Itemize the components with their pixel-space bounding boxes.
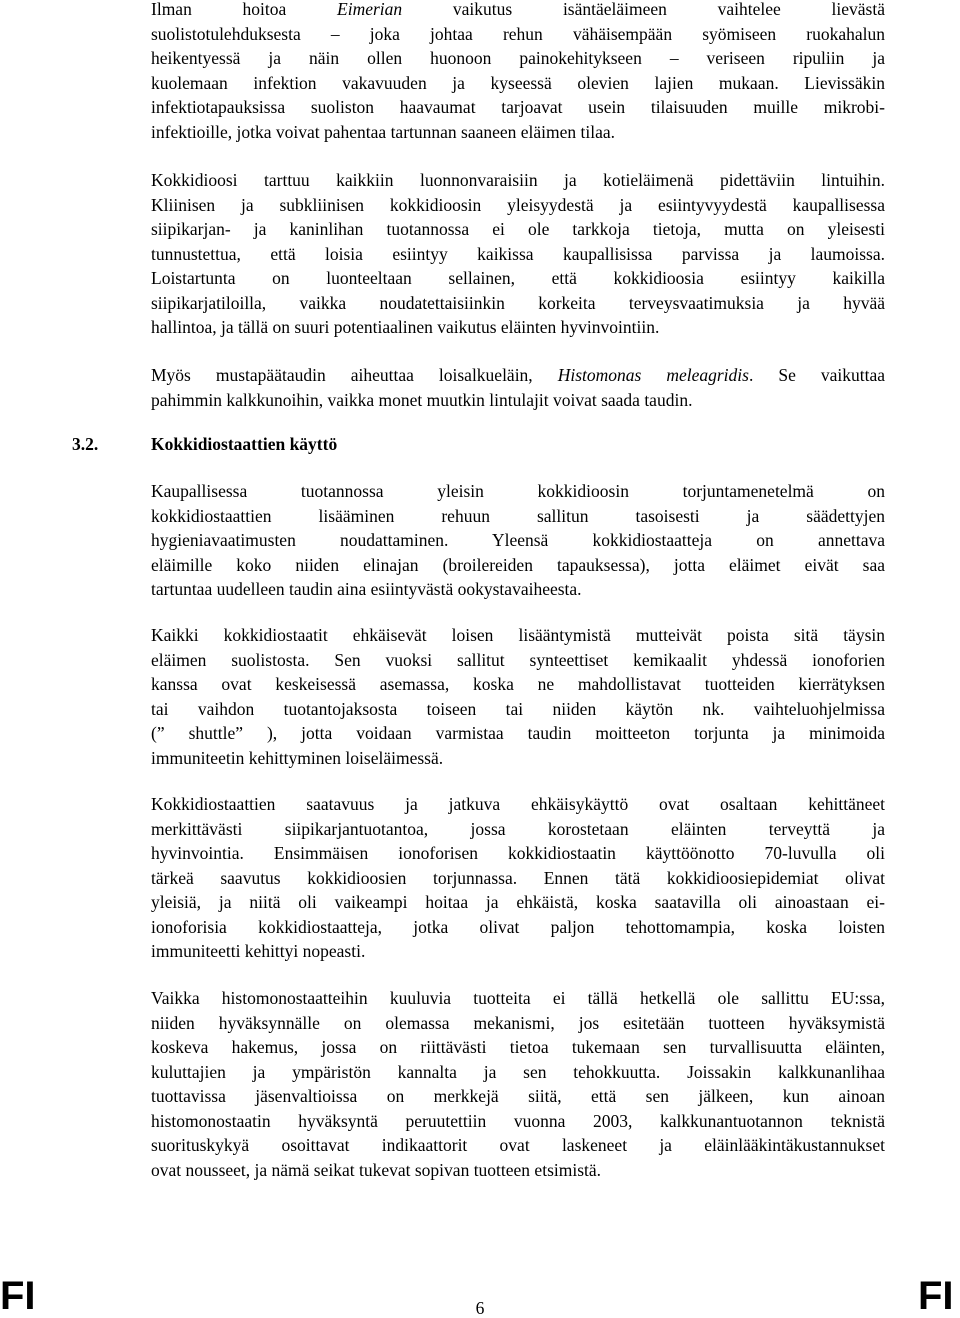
text-line xyxy=(151,648,885,673)
text-line xyxy=(151,1109,885,1134)
text-run: pahimmin kalkkunoihin, vaikka monet muutkin lintulajit voivat saada taudin. xyxy=(151,389,693,410)
text-run: siipikarjan- ja kaninlihan tuotannossa ei ole tarkkoja tietoja, mutta on yleisesti xyxy=(151,219,885,239)
text-run: kanssa ovat keskeisessä asemassa, koska ne mahdollistavat tuotteiden kierrätyksen xyxy=(151,674,885,694)
text-run: eläimille koko niiden elinajan (broilereiden tapauksessa), jotta eläimet eivät saa xyxy=(151,554,885,575)
text-line xyxy=(151,22,885,47)
text-run: Vaikka histomonostaatteihin kuuluvia tuotteita ei tällä hetkellä ole sallittu EU:ssa, xyxy=(151,988,885,1008)
text-line xyxy=(151,1133,885,1158)
footer-language-left: FI xyxy=(0,1274,36,1318)
paragraph-histomonas xyxy=(151,363,885,412)
paragraph-coccidiosis-prevalence xyxy=(151,168,885,340)
text-run: Kaupallisessa tuotannossa yleisin kokkidioosin torjuntamenetelmä on xyxy=(151,481,885,501)
text-run: tuottavissa jäsenvaltioissa on merkkejä siitä, että sen jälkeen, kun ainoan xyxy=(151,1086,885,1106)
text-line xyxy=(151,623,885,648)
text-run: . Se vaikuttaa xyxy=(748,365,886,385)
text-run: tunnustettua, että loisia esiintyy kaikissa kaupallisissa parvissa ja laumoissa. xyxy=(151,243,885,264)
text-line xyxy=(151,553,885,578)
text-line xyxy=(151,841,885,866)
text-line xyxy=(151,986,885,1011)
text-line xyxy=(151,939,885,964)
paragraph-coccidiostat-action xyxy=(151,623,885,770)
text-line xyxy=(151,193,885,218)
text-run: ionoforisia kokkidiostaatteja, jotka olivat paljon tehottomampia, koska loisten xyxy=(151,916,885,937)
text-run: eläimen suolistosta. Sen vuoksi sallitut synteettiset kemikaalit yhdessä ionoforien xyxy=(151,649,885,670)
text-line xyxy=(151,1158,885,1183)
text-line xyxy=(151,915,885,940)
text-run: yleisiä, ja niitä oli vaikeampi hoitaa ja ehkäistä, koska saatavilla oli ainoastaan ei- xyxy=(151,892,885,912)
text-run: niiden hyväksynnälle on olemassa mekanismi, jos esitetään tuotteen hyväksymistä xyxy=(151,1012,885,1033)
text-line xyxy=(151,746,885,771)
text-line xyxy=(151,315,885,340)
text-line xyxy=(151,577,885,602)
paragraph-control-methods xyxy=(151,479,885,602)
text-run: kokkidiostaattien lisääminen rehuun sallitun tasoisesti ja säädettyjen xyxy=(151,505,885,526)
text-run: Loistartunta on luonteeltaan sellainen, että kokkidioosia esiintyy kaikilla xyxy=(151,268,885,288)
text-line xyxy=(151,120,885,145)
text-line xyxy=(151,217,885,242)
text-line xyxy=(151,504,885,529)
text-line xyxy=(151,1035,885,1060)
text-run: immuniteetin kehittyminen loiseläimessä. xyxy=(151,747,444,768)
text-line xyxy=(151,890,885,915)
text-run: hallintoa, ja tällä on suuri potentiaalinen vaikutus eläinten hyvinvointiin. xyxy=(151,317,660,337)
text-run: Myös mustapäätaudin aiheuttaa loisalkueläin, xyxy=(151,365,558,385)
section-number: 3.2. xyxy=(72,434,99,454)
paragraph-histomonostats xyxy=(151,986,885,1182)
text-run: hyvinvointia. Ensimmäisen ionoforisen kokkidiostaatin käyttöönotto 70-luvulla oli xyxy=(151,843,885,863)
text-line xyxy=(151,792,885,817)
text-run: (” shuttle” ), jotta voidaan varmistaa taudin moitteeton torjunta ja minimoida xyxy=(151,723,885,743)
text-run: suorituskykyä osoittavat indikaattorit ovat laskeneet ja eläinlääkintäkustannukset xyxy=(151,1135,885,1155)
text-run: tartuntaa uudelleen taudin aina esiintyvästä ookystavaiheesta. xyxy=(151,579,582,599)
text-line xyxy=(151,266,885,291)
text-line xyxy=(151,528,885,553)
text-line xyxy=(151,363,885,388)
text-line xyxy=(151,388,885,413)
text-run: kuluttajien ja ympäristön kannalta ja sen tehokkuutta. Joissakin kalkkunanlihaa xyxy=(151,1061,885,1082)
text-line xyxy=(151,95,885,120)
text-line xyxy=(151,0,885,22)
text-run: Kokkidiostaattien saatavuus ja jatkuva ehkäisykäyttö ovat osaltaan kehittäneet xyxy=(151,794,885,814)
footer-language-right: FI xyxy=(918,1274,954,1318)
text-line xyxy=(151,71,885,96)
text-run: kuolemaan infektion vakavuuden ja kyseessä olevien lajien mukaan. Lievissäkin xyxy=(151,72,885,93)
text-run: koskeva hakemus, jossa on riittävästi tietoa tukemaan sen turvallisuutta eläinten, xyxy=(151,1037,885,1057)
paragraph-coccidiostat-history xyxy=(151,792,885,964)
text-line xyxy=(151,168,885,193)
text-line xyxy=(151,697,885,722)
page-number: 6 xyxy=(475,1298,485,1318)
text-run: Kaikki kokkidiostaatit ehkäisevät loisen lisääntymistä mutteivät poista sitä täysin xyxy=(151,625,885,645)
text-line xyxy=(151,479,885,504)
text-run: vaikutus isäntäeläimeen vaihtelee lievästä xyxy=(402,0,885,19)
text-line xyxy=(151,1060,885,1085)
text-line xyxy=(151,672,885,697)
italic-term: Histomonas meleagridis xyxy=(557,365,749,385)
text-run: infektiotapauksissa suoliston haavaumat tarjoavat usein tilaisuuden muille mikrobi- xyxy=(151,97,885,117)
text-line xyxy=(151,1084,885,1109)
text-line xyxy=(151,46,885,71)
text-line xyxy=(151,721,885,746)
text-run: suolistotulehduksesta – joka johtaa rehun vähäisempään syömiseen ruokahalun xyxy=(151,23,885,44)
text-run: tai vaihdon tuotantojaksosta toiseen tai niiden käytön nk. vaihteluohjelmissa xyxy=(151,698,885,719)
text-run: Kliinisen ja subkliinisen kokkidioosin yleisyydestä ja esiintyvyydestä kaupallisessa xyxy=(151,194,885,215)
text-run: heikentyessä ja näin ollen huonoon painokehitykseen – veriseen ripuliin ja xyxy=(151,48,885,68)
section-title: Kokkidiostaattien käyttö xyxy=(151,434,338,454)
text-run: infektioille, jotka voivat pahentaa tartunnan saaneen eläimen tilaa. xyxy=(151,121,616,142)
text-run: hygieniavaatimusten noudattaminen. Yleensä kokkidiostaatteja on annettava xyxy=(151,530,885,550)
text-run: Ilman hoitoa xyxy=(151,0,338,19)
text-line xyxy=(151,866,885,891)
text-line xyxy=(151,291,885,316)
text-run: immuniteetti kehittyi nopeasti. xyxy=(151,941,366,961)
text-run: tärkeä saavutus kokkidioosien torjunnassa. Ennen tätä kokkidioosiepidemiat olivat xyxy=(151,867,885,888)
text-run: histomonostaatin hyväksyntä peruutettiin vuonna 2003, kalkkunantuotannon teknistä xyxy=(151,1110,885,1131)
text-line xyxy=(151,242,885,267)
text-run: siipikarjatiloilla, vaikka noudatettaisiinkin korkeita terveysvaatimuksia ja hyvää xyxy=(151,292,885,313)
text-run: Kokkidioosi tarttuu kaikkiin luonnonvaraisiin ja kotieläimenä pidettäviin lintuihin. xyxy=(151,170,885,190)
text-run: merkittävästi siipikarjantuotantoa, jossa korostetaan eläinten terveyttä ja xyxy=(151,818,885,839)
text-run: ovat nousseet, ja nämä seikat tukevat sopivan tuotteen etsimistä. xyxy=(151,1159,602,1180)
text-line xyxy=(151,817,885,842)
paragraph-eimeria-effects xyxy=(151,0,885,144)
italic-term: Eimerian xyxy=(337,0,403,19)
text-line xyxy=(151,1011,885,1036)
